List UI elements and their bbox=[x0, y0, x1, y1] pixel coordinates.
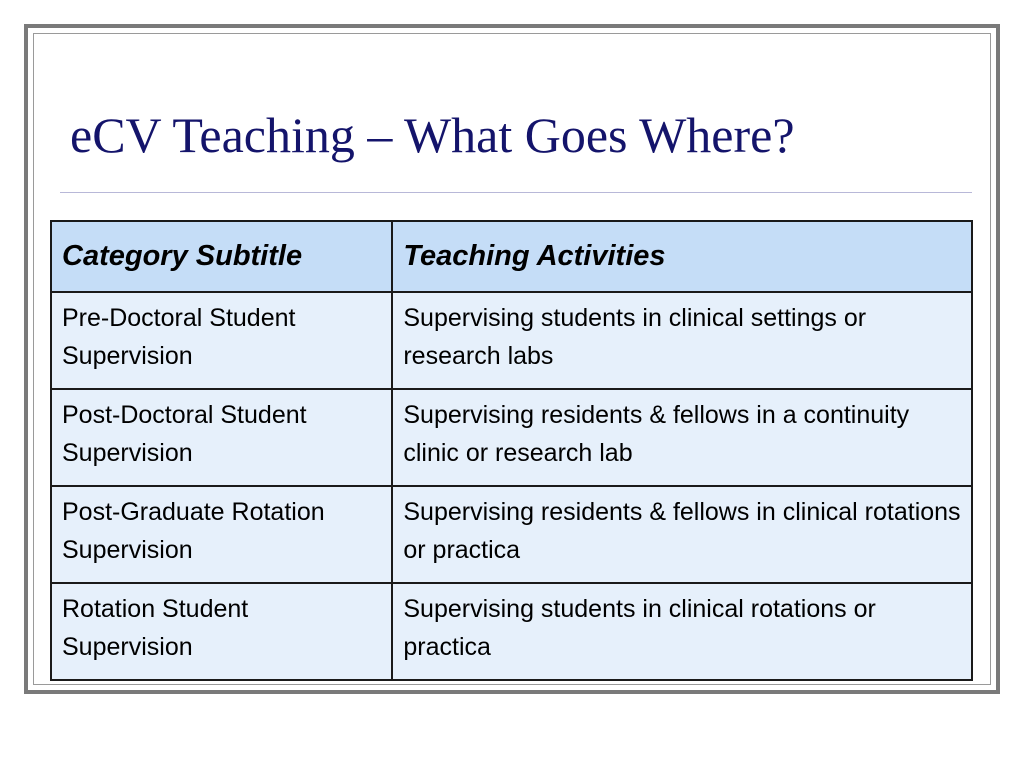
slide-title: eCV Teaching – What Goes Where? bbox=[70, 107, 795, 163]
category-cell: Post-Doctoral Student Supervision bbox=[51, 389, 392, 486]
title-divider bbox=[60, 192, 972, 193]
activities-cell: Supervising residents & fellows in a continuity clinic or research lab bbox=[392, 389, 972, 486]
activities-cell: Supervising students in clinical settings or research labs bbox=[392, 292, 972, 389]
teaching-table bbox=[50, 220, 973, 681]
category-cell: Post-Graduate Rotation Supervision bbox=[51, 486, 392, 583]
activities-cell: Supervising students in clinical rotations or practica bbox=[392, 583, 972, 680]
table-row bbox=[51, 292, 972, 389]
header-category-subtitle: Category Subtitle bbox=[51, 221, 392, 292]
category-cell: Pre-Doctoral Student Supervision bbox=[51, 292, 392, 389]
table-row bbox=[51, 389, 972, 486]
category-cell: Rotation Student Supervision bbox=[51, 583, 392, 680]
table-row bbox=[51, 486, 972, 583]
activities-cell: Supervising residents & fellows in clinical rotations or practica bbox=[392, 486, 972, 583]
table-header-row bbox=[51, 221, 972, 292]
header-teaching-activities: Teaching Activities bbox=[392, 221, 972, 292]
table-row bbox=[51, 583, 972, 680]
